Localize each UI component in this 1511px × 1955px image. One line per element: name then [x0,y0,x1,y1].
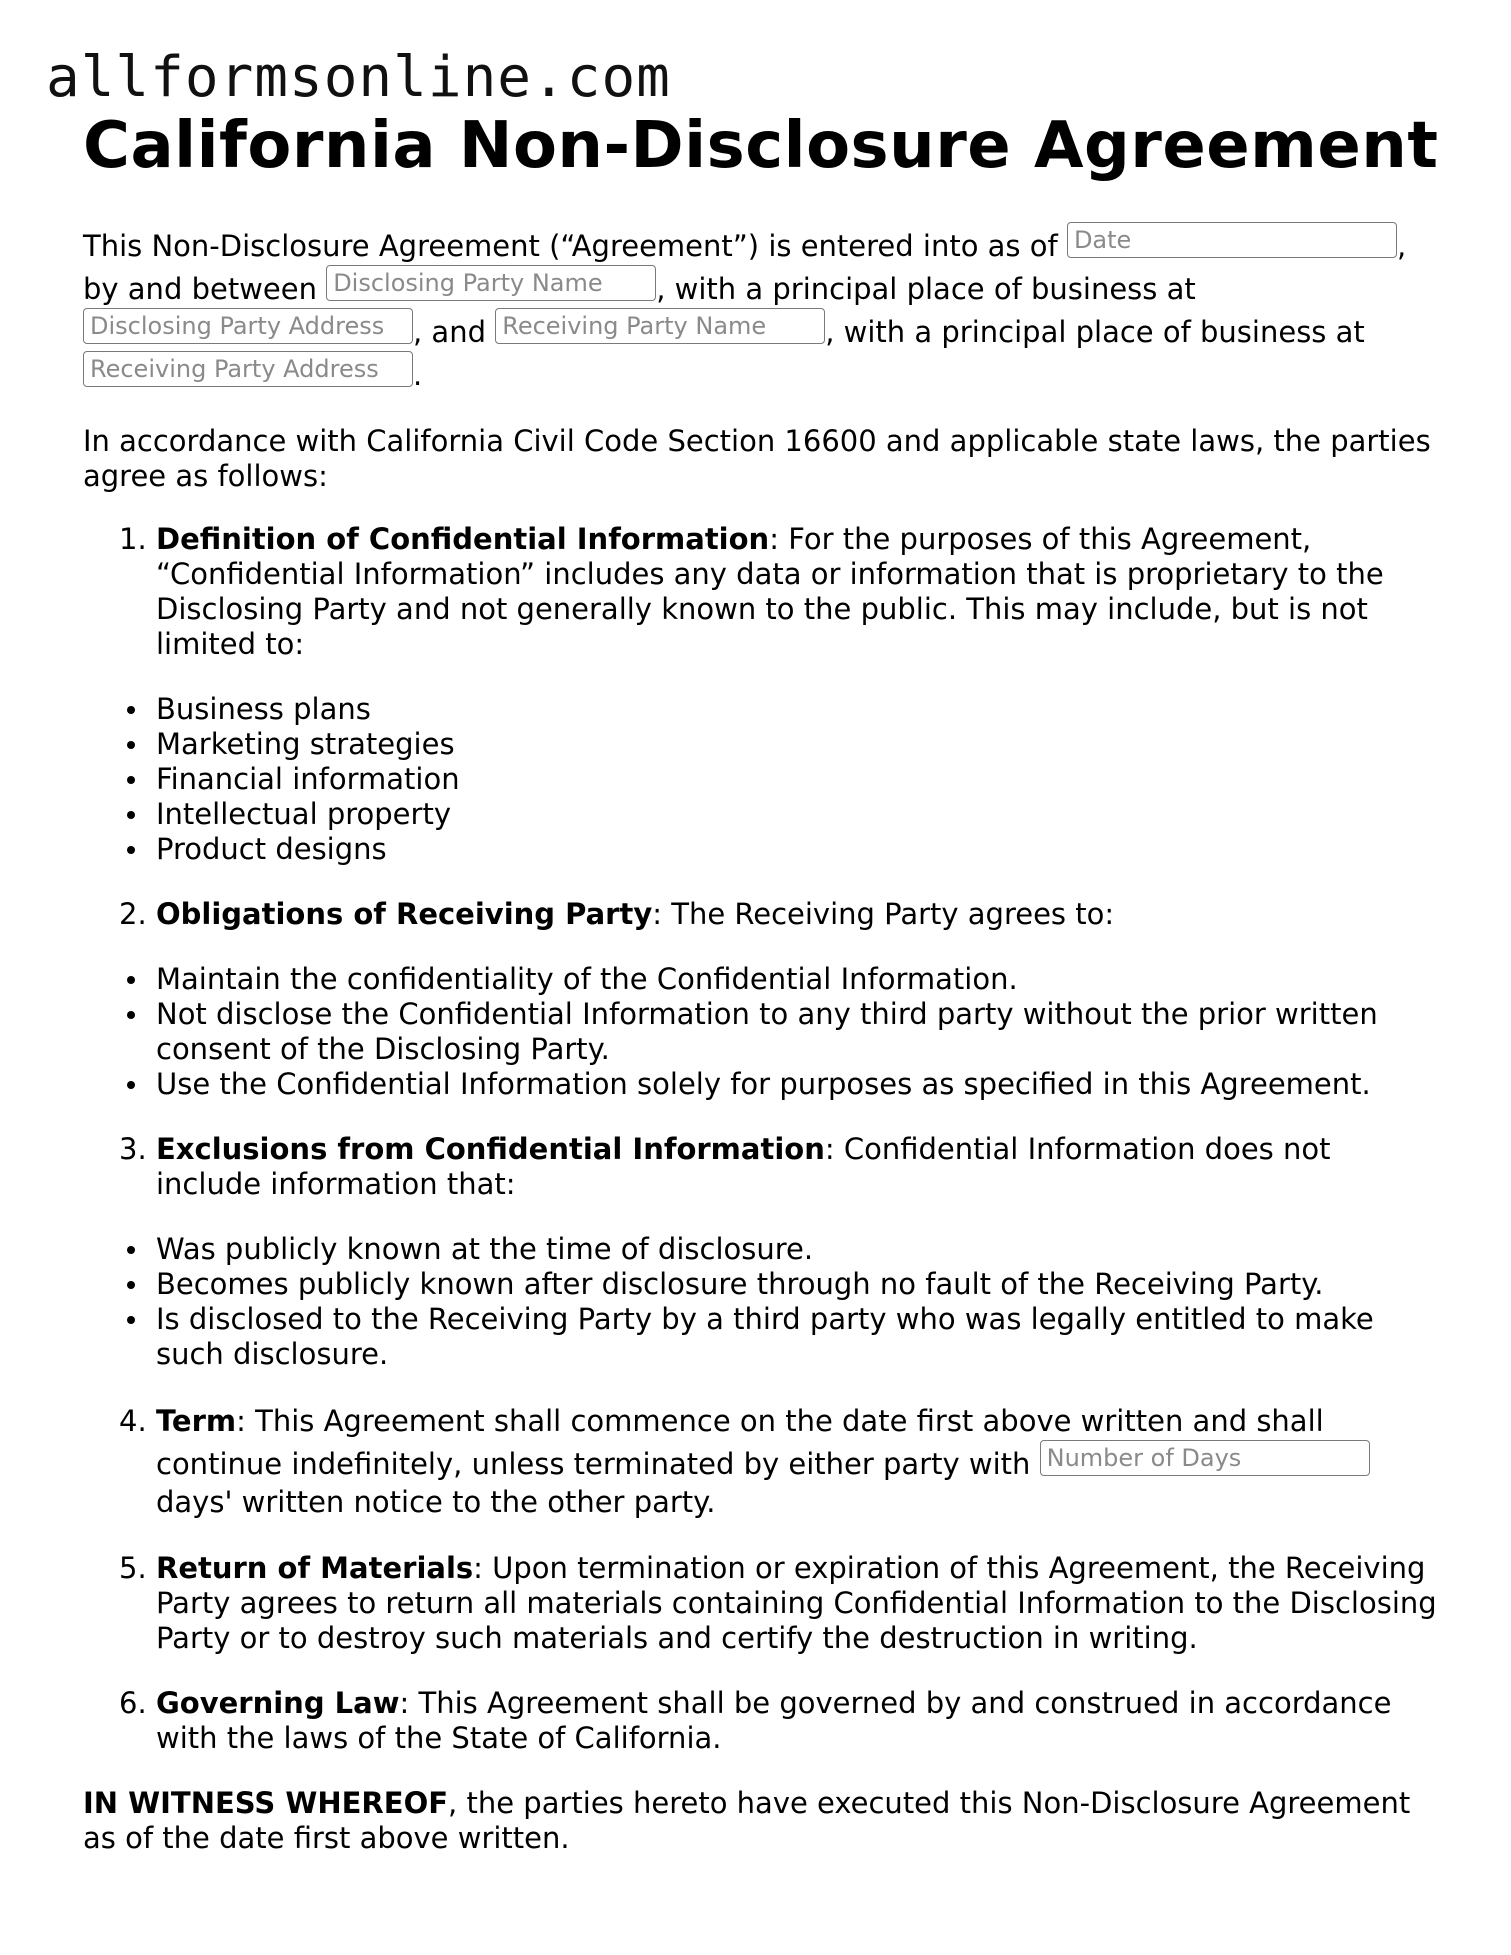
list-item: Use the Confidential Information solely for purposes as specified in this Agreement. [156,1067,1443,1102]
section-return-of-materials [83,1551,1443,1656]
list-item: Maintain the confidentiality of the Confidential Information. [156,962,1443,997]
section-term [83,1402,1443,1521]
list-item: Not disclose the Confidential Information to any third party without the prior written consent of the Disclosing Party. [156,997,1443,1067]
list-item: Financial information [156,762,1443,797]
witness-text: , the parties hereto have executed this Non-Disclosure Agreement as of the date first above written. [83,1786,1411,1855]
intro-text-1: This Non-Disclosure Agreement (“Agreement”) is entered into as of [83,229,1058,263]
date-field[interactable]: Date [1067,222,1397,258]
section-heading: Return of Materials [156,1551,474,1585]
section-heading: Governing Law [156,1686,400,1720]
preamble: In accordance with California Civil Code Section 16600 and applicable state laws, the parties agree as follows: [83,424,1431,493]
list-item: Is disclosed to the Receiving Party by a third party who was legally entitled to make such disclosure. [156,1302,1443,1372]
intro-text-2: , [1396,229,1407,263]
section-text: : Confidential Information does not include information that: [156,1132,1331,1201]
section-text: : For the purposes of this Agreement, “Confidential Information” includes any data or information that is proprietary to the Disclosing Party and not generally known to the public. This may include, but is not limited to: [156,522,1384,661]
list-item: Product designs [156,832,1443,867]
exclusions-bullet-list [83,1232,1443,1372]
disclosing-party-name-field[interactable]: Disclosing Party Name [326,265,656,301]
list-item: Becomes publicly known after disclosure through no fault of the Receiving Party. [156,1267,1443,1302]
section-text: : The Receiving Party agrees to: [652,897,1115,931]
list-item: Marketing strategies [156,727,1443,762]
list-item: Was publicly known at the time of disclosure. [156,1232,1443,1267]
document-title: California Non-Disclosure Agreement [83,109,1439,183]
section-exclusions [83,1132,1443,1202]
section-text-after: days' written notice to the other party. [156,1485,716,1519]
section-number: 5. [119,1551,147,1585]
intro-paragraph [83,222,1443,394]
witness-clause [83,1786,1443,1856]
witness-heading: IN WITNESS WHEREOF [83,1786,449,1820]
section-number: 2. [119,897,147,931]
section-heading: Definition of Confidential Information [156,522,770,556]
section-heading: Exclusions from Confidential Information [156,1132,825,1166]
list-item: Business plans [156,692,1443,727]
section-number: 6. [119,1686,147,1720]
intro-text-5: , and [413,315,486,349]
number-of-days-field[interactable]: Number of Days [1040,1440,1370,1476]
disclosing-party-address-field[interactable]: Disclosing Party Address [83,308,413,344]
intro-text-6: , with a principal place of business at [825,315,1365,349]
document-page [83,108,1443,1856]
section-text: : This Agreement shall be governed by and construed in accordance with the laws of the State of California. [156,1686,1392,1755]
intro-text-4: , with a principal place of business at [656,272,1196,306]
section-text: : Upon termination or expiration of this Agreement, the Receiving Party agrees to return all materials containing Confidential Information to the Disclosing Party or to destroy such materials and certify the destruction in writing. [156,1551,1437,1655]
site-watermark: allformsonline.com [46,45,671,110]
section-number: 4. [119,1404,147,1438]
definition-bullet-list [83,692,1443,867]
receiving-party-name-field[interactable]: Receiving Party Name [495,308,825,344]
section-obligations [83,897,1443,932]
section-heading: Obligations of Receiving Party [156,897,653,931]
list-item: Intellectual property [156,797,1443,832]
intro-text-7: . [413,358,423,392]
intro-text-3: by and between [83,272,317,306]
section-number: 3. [119,1132,147,1166]
section-heading: Term [156,1404,237,1438]
section-governing-law [83,1686,1443,1756]
section-number: 1. [119,522,147,556]
section-text: : This Agreement shall commence on the date first above written and shall continue indefinitely, unless terminated by either party with [156,1404,1324,1481]
receiving-party-address-field[interactable]: Receiving Party Address [83,351,413,387]
section-definition [83,522,1443,662]
obligations-bullet-list [83,962,1443,1102]
